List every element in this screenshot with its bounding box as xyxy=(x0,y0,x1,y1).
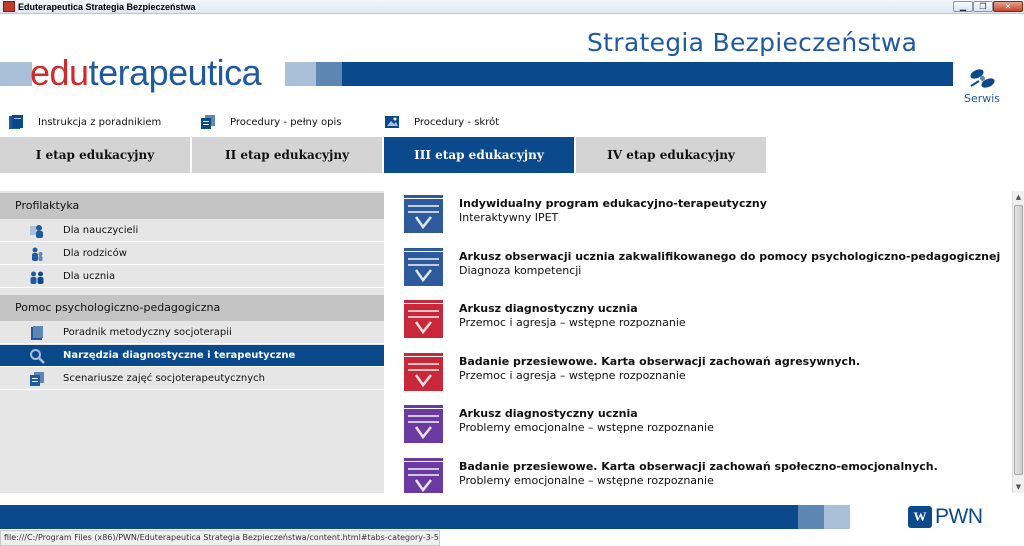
item-title: Arkusz obserwacji ucznia zakwalifikowanego do pomocy psychologiczno-pedagogicznej xyxy=(459,250,1001,263)
sidebar xyxy=(0,191,384,493)
sidebar-item-label: Narzędzia diagnostyczne i terapeutyczne xyxy=(63,350,296,361)
section-profilaktyka[interactable]: Profilaktyka xyxy=(0,193,384,219)
link-procedury-skrot-label: Procedury - skrót xyxy=(414,116,500,128)
item-title: Indywidualny program edukacyjno-terapeutyczny xyxy=(459,197,767,210)
tab-etap-3[interactable]: III etap edukacyjny xyxy=(384,137,575,173)
magnifier-icon xyxy=(29,348,45,364)
scroll-thumb[interactable] xyxy=(1014,205,1023,475)
scroll-down-icon[interactable]: ▼ xyxy=(1015,483,1022,491)
documents-icon xyxy=(200,114,216,130)
pwn-logo[interactable] xyxy=(908,505,983,529)
form-icon xyxy=(404,405,443,443)
header-band xyxy=(316,62,342,86)
section-pomoc[interactable]: Pomoc psychologiczno-pedagogiczna xyxy=(0,295,384,321)
top-links xyxy=(0,112,1024,132)
link-procedury-skrot[interactable] xyxy=(384,112,499,132)
serwis-label: Serwis xyxy=(963,92,1001,105)
footer-band xyxy=(824,505,850,529)
book-icon xyxy=(29,325,45,341)
sidebar-item-label: Dla nauczycieli xyxy=(63,225,139,236)
window-title: Eduterapeutica Strategia Bezpieczeństwa xyxy=(18,2,196,12)
sidebar-item-scenariusze[interactable] xyxy=(0,368,384,390)
app-icon xyxy=(3,1,15,12)
link-procedury-pelny-label: Procedury - pełny opis xyxy=(230,116,342,128)
app-title: Strategia Bezpieczeństwa xyxy=(587,28,918,57)
header-band xyxy=(0,62,32,86)
sidebar-item-dla-rodzicow[interactable] xyxy=(0,243,384,265)
tool-list xyxy=(384,191,1012,493)
list-item[interactable] xyxy=(384,244,1012,296)
scroll-up-icon[interactable]: ▲ xyxy=(1015,193,1022,201)
item-title: Badanie przesiewowe. Karta obserwacji zachowań społeczno-emocjonalnych. xyxy=(459,460,938,473)
documents-icon xyxy=(29,371,45,387)
sidebar-item-poradnik[interactable] xyxy=(0,322,384,344)
sidebar-item-label: Dla ucznia xyxy=(63,271,116,282)
image-doc-icon xyxy=(384,114,400,130)
item-title: Badanie przesiewowe. Karta obserwacji zachowań agresywnych. xyxy=(459,355,861,368)
item-title: Arkusz diagnostyczny ucznia xyxy=(459,407,638,420)
students-icon xyxy=(29,269,45,285)
link-instrukcja-label: Instrukcja z poradnikiem xyxy=(38,116,162,128)
item-subtitle: Diagnoza kompetencji xyxy=(459,264,582,277)
pwn-text: PWN xyxy=(935,505,983,528)
form-icon xyxy=(404,195,443,233)
tab-etap-1[interactable]: I etap edukacyjny xyxy=(0,137,191,173)
header-band xyxy=(285,62,316,86)
maximize-button[interactable]: ❐ xyxy=(973,1,993,12)
sidebar-item-dla-ucznia[interactable] xyxy=(0,266,384,288)
form-icon xyxy=(404,458,443,493)
sidebar-item-narzedzia[interactable] xyxy=(0,345,384,367)
footer-band xyxy=(798,505,824,529)
satellite-icon xyxy=(967,66,997,92)
logo xyxy=(30,51,261,95)
form-icon xyxy=(404,248,443,286)
sidebar-item-dla-nauczycieli[interactable] xyxy=(0,220,384,242)
logo-terapeutica: terapeutica xyxy=(88,52,262,93)
logo-edu: edu xyxy=(30,52,89,93)
item-subtitle: Przemoc i agresja – wstępne rozpoznanie xyxy=(459,369,686,382)
link-instrukcja[interactable] xyxy=(8,112,161,132)
serwis-button[interactable] xyxy=(958,66,1006,106)
link-procedury-pelny[interactable] xyxy=(200,112,341,132)
list-item[interactable] xyxy=(384,401,1012,453)
item-subtitle: Przemoc i agresja – wstępne rozpoznanie xyxy=(459,316,686,329)
tab-etap-4[interactable]: IV etap edukacyjny xyxy=(576,137,767,173)
pwn-mark-icon: W xyxy=(908,506,932,528)
form-icon xyxy=(404,353,443,391)
window-titlebar xyxy=(0,0,1024,14)
list-item[interactable] xyxy=(384,454,1012,493)
sidebar-item-label: Dla rodziców xyxy=(63,248,127,259)
list-item[interactable] xyxy=(384,191,1012,243)
sidebar-item-label: Scenariusze zajęć socjoterapeutycznych xyxy=(63,373,266,384)
footer-band xyxy=(0,505,798,529)
form-icon xyxy=(404,300,443,338)
content-scrollbar[interactable] xyxy=(1012,191,1024,493)
close-button[interactable]: ✕ xyxy=(993,1,1023,12)
list-item[interactable] xyxy=(384,349,1012,401)
tab-etap-2[interactable]: II etap edukacyjny xyxy=(192,137,383,173)
item-subtitle: Problemy emocjonalne – wstępne rozpoznanie xyxy=(459,421,714,434)
status-bar: file:///C:/Program Files (x86)/PWN/Eduterapeutica Strategia Bezpieczeństwa/content.html#tabs-category-3-5 xyxy=(0,530,440,546)
teacher-icon xyxy=(29,223,45,239)
list-item[interactable] xyxy=(384,296,1012,348)
header-band xyxy=(342,62,953,86)
item-subtitle: Interaktywny IPET xyxy=(459,211,559,224)
parents-icon xyxy=(29,246,45,262)
book-icon xyxy=(8,114,24,130)
item-title: Arkusz diagnostyczny ucznia xyxy=(459,302,638,315)
item-subtitle: Problemy emocjonalne – wstępne rozpoznanie xyxy=(459,474,714,487)
minimize-button[interactable]: ▁ xyxy=(953,1,973,12)
sidebar-item-label: Poradnik metodyczny socjoterapii xyxy=(63,327,232,338)
